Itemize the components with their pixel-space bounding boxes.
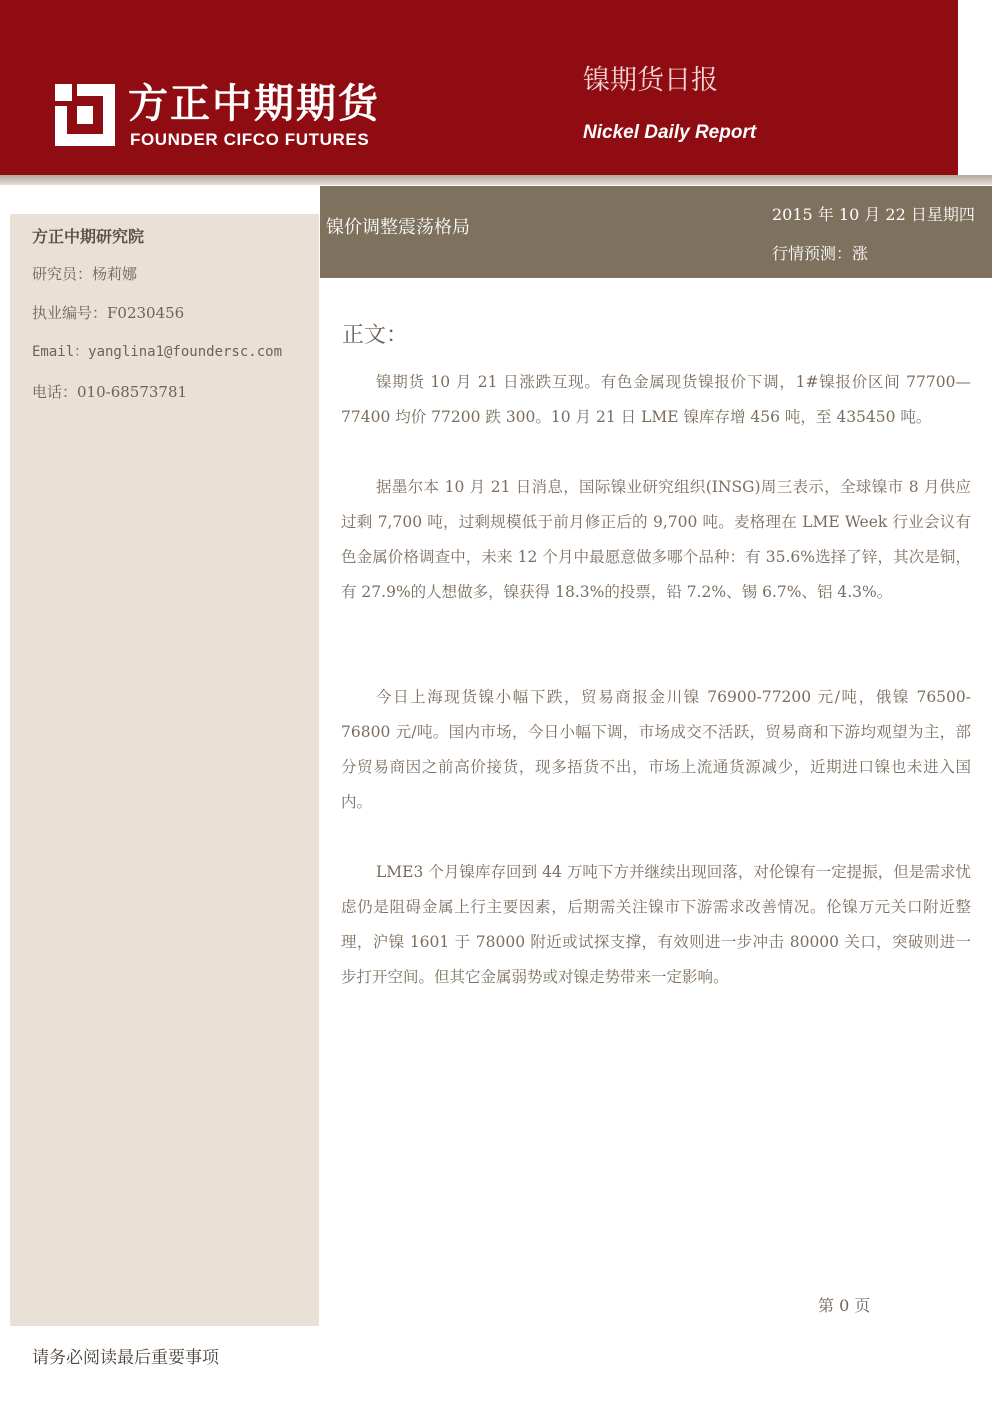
body-paragraph: LME3 个月镍库存回到 44 万吨下方并继续出现回落，对伦镍有一定提振，但是需求忧虑仍是阻碍金属上行主要因素，后期需关注镍市下游需求改善情况。伦镍万元关口附近整理，沪镍 1601 于 78000 附近或试探支撑，有效则进一步冲击 80000 关口，突破则进一步打开空间。但其它金属弱势或对镍走势带来一定影响。 <box>341 863 971 986</box>
sidebar-phone: 电话：010-68573781 <box>32 383 188 401</box>
company-logo-text: 方正中期期货 <box>128 81 380 127</box>
body-paragraph: 今日上海现货镍小幅下跌，贸易商报金川镍 76900-77200 元/吨，俄镍 76500-76800 元/吨。国内市场，今日小幅下调，市场成交不活跃，贸易商和下游均观望为主，部分贸易商因之前高价接货，现多捂货不出，市场上流通货源减少，近期进口镍也未进入国内。 <box>341 688 971 811</box>
footer-disclaimer: 请务必阅读最后重要事项 <box>32 1348 219 1368</box>
report-title: 镍期货日报 <box>583 65 718 96</box>
sidebar-researcher: 研究员：杨莉娜 <box>32 265 138 283</box>
company-logo-english: FOUNDER CIFCO FUTURES <box>130 130 370 149</box>
sidebar-license: 执业编号：F0230456 <box>32 304 185 322</box>
sidebar-org: 方正中期研究院 <box>32 227 145 246</box>
sidebar-email: Email：yanglina1@foundersc.com <box>32 344 283 360</box>
body-paragraph: 镍期货 10 月 21 日涨跌互现。有色金属现货镍报价下调，1#镍报价区间 77700—77400 均价 77200 跌 300。10 月 21 日 LME 镍库存增 456 吨，至 435450 吨。 <box>341 373 971 426</box>
section-heading: 正文： <box>342 323 409 348</box>
report-title-english: Nickel Daily Report <box>583 122 757 143</box>
header-divider <box>0 175 992 185</box>
body-paragraph: 据墨尔本 10 月 21 日消息，国际镍业研究组织(INSG)周三表示，全球镍市 8 月供应过剩 7,700 吨，过剩规模低于前月修正后的 9,700 吨。麦格理在 LME Week 行业会议有色金属价格调查中，未来 12 个月中最愿意做多哪个品种：有 35.6%选择了锌，其次是铜，有 27.9%的人想做多，镍获得 18.3%的投票，铅 7.2%、锡 6.7%、铝 4.3%。 <box>341 478 971 601</box>
founder-logo-icon <box>55 84 115 146</box>
report-date: 2015 年 10 月 22 日星期四 <box>772 205 975 224</box>
market-forecast: 行情预测：涨 <box>772 244 869 263</box>
headline: 镍价调整震荡格局 <box>326 217 470 238</box>
page-number: 第 0 页 <box>818 1296 871 1315</box>
